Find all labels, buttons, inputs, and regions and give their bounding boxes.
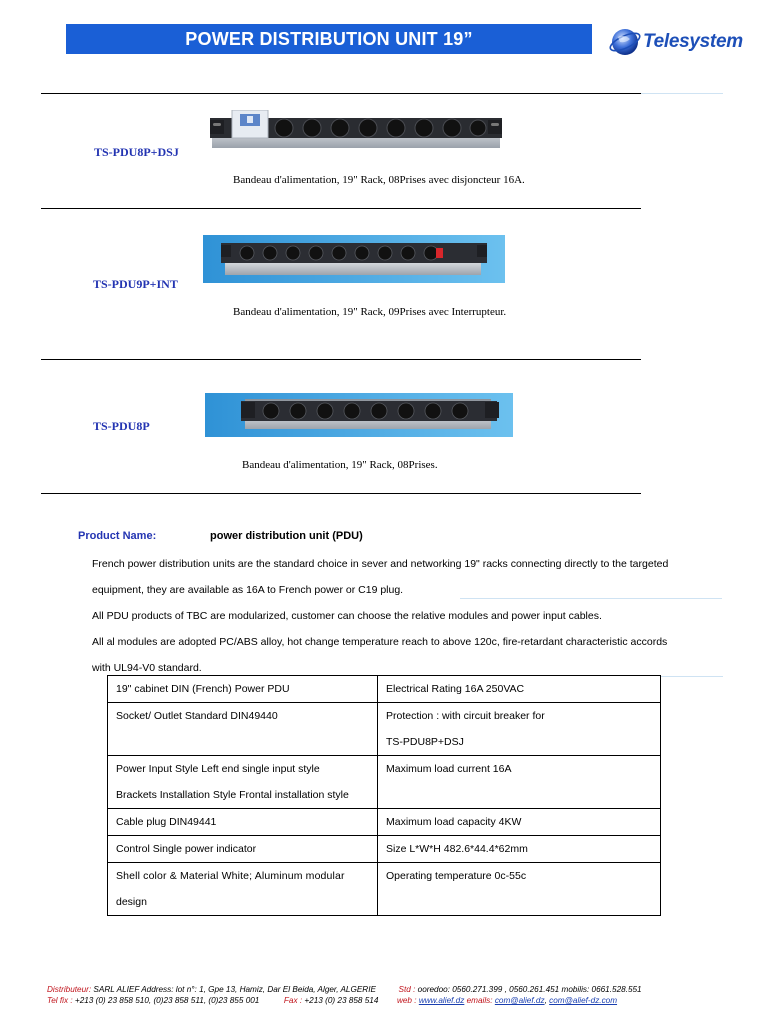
product-code: TS-PDU8P [93,419,150,433]
fax-label: Fax : [283,996,303,1005]
spec-text: Socket/ Outlet Standard DIN49440 [116,710,278,722]
spec-text: Maximum load capacity 4KW [386,816,522,828]
table-cell [108,703,378,756]
spec-text: Brackets Installation Style Frontal installation style [116,789,349,801]
email-link[interactable]: com@alief-dz.com [549,996,618,1005]
product-description: Bandeau d'alimentation, 19" Rack, 08Prises avec disjoncteur 16A. [233,174,525,186]
table-row [108,863,661,916]
divider [641,93,723,94]
table-cell [108,756,378,809]
page-title: POWER DISTRIBUTION UNIT 19” [66,24,592,54]
product-image-pdu8p-dsj [210,110,502,152]
emails-label: emails: [466,996,493,1005]
distributor-address: SARL ALIEF Address: lot n°: 1, Gpe 13, Hamiz, Dar El Beida, Alger, ALGERIE [91,985,376,994]
paragraph-line: French power distribution units are the standard choice in sever and networking 19" racks connecting directly to the targeted [92,558,669,570]
table-cell [378,836,661,863]
divider [661,676,723,677]
product-image-pdu9p-int [203,235,505,283]
std-phones: ooredoo: 0560.271.399 , 0560.261.451 mobilis: 0661.528.551 [415,985,642,994]
logo-text: Telesystem [643,31,743,52]
table-cell [108,676,378,703]
spec-text: Power Input Style Left end single input style [116,763,320,775]
tel-label: Tel fix : [47,996,73,1005]
table-row [108,703,661,756]
spec-text: Maximum load current 16A [386,763,512,775]
product-code: TS-PDU9P+INT [93,277,178,291]
fax-number: +213 (0) 23 858 514 [302,996,379,1005]
spec-text: Control Single power indicator [116,843,257,855]
table-cell [378,809,661,836]
spec-text: design [116,896,147,908]
product-image-pdu8p [205,393,513,437]
divider [41,93,641,94]
table-row [108,756,661,809]
product-description: Bandeau d'alimentation, 19" Rack, 08Prises. [242,459,438,471]
paragraph-line: equipment, they are available as 16A to French power or C19 plug. [92,584,404,596]
divider [41,493,641,494]
paragraph-line: with UL94-V0 standard. [92,662,202,674]
spec-text: Cable plug DIN49441 [116,816,217,828]
table-row [108,809,661,836]
table-cell [378,703,661,756]
web-label: web : [396,996,417,1005]
table-cell [108,836,378,863]
footer-line-1 [47,985,642,994]
paragraph-line: All PDU products of TBC are modularized, customer can choose the relative modules and power input cables. [92,610,602,622]
product-code: TS-PDU8P+DSJ [94,145,179,159]
specs-table [107,675,661,916]
divider [41,359,641,360]
product-name-label: Product Name: [78,530,157,542]
spec-text: Operating temperature 0c-55c [386,870,527,882]
product-description: Bandeau d'alimentation, 19" Rack, 09Prises avec Interrupteur. [233,306,507,318]
company-logo [608,22,748,62]
spec-text: Size L*W*H 482.6*44.4*62mm [386,843,528,855]
divider [41,208,641,209]
paragraph-line: All al modules are adopted PC/ABS alloy, hot change temperature reach to above 120c, fire-retardant characteristic accords [92,636,668,648]
table-cell [108,809,378,836]
website-link[interactable]: www.alief.dz [418,996,465,1005]
tel-numbers: +213 (0) 23 858 510, (0)23 858 511, (0)23 855 001 [72,996,260,1005]
footer-line-2: Tel fix : +213 (0) 23 858 510, (0)23 858 511, (0)23 855 001 Fax : +213 (0) 23 858 514 web : www.alief.dz emails: com@alief.dz, com@alief-dz.com [47,996,618,1005]
std-label: Std : [398,985,416,994]
distributor-label: Distributeur: [47,985,92,994]
spec-text: 19" cabinet DIN (French) Power PDU [116,683,290,695]
table-row [108,676,661,703]
globe-icon [608,25,642,59]
product-name-value: power distribution unit (PDU) [210,530,363,542]
spec-text: Protection : with circuit breaker for [386,710,545,722]
table-cell [378,863,661,916]
spec-text: Shell color & Material White; Aluminum modular [116,870,345,882]
email-link[interactable]: com@alief.dz [494,996,545,1005]
table-cell [378,676,661,703]
spec-text: Electrical Rating 16A 250VAC [386,683,525,695]
table-cell [378,756,661,809]
spec-text: TS-PDU8P+DSJ [386,736,464,748]
table-cell [108,863,378,916]
table-row [108,836,661,863]
divider [460,598,722,599]
